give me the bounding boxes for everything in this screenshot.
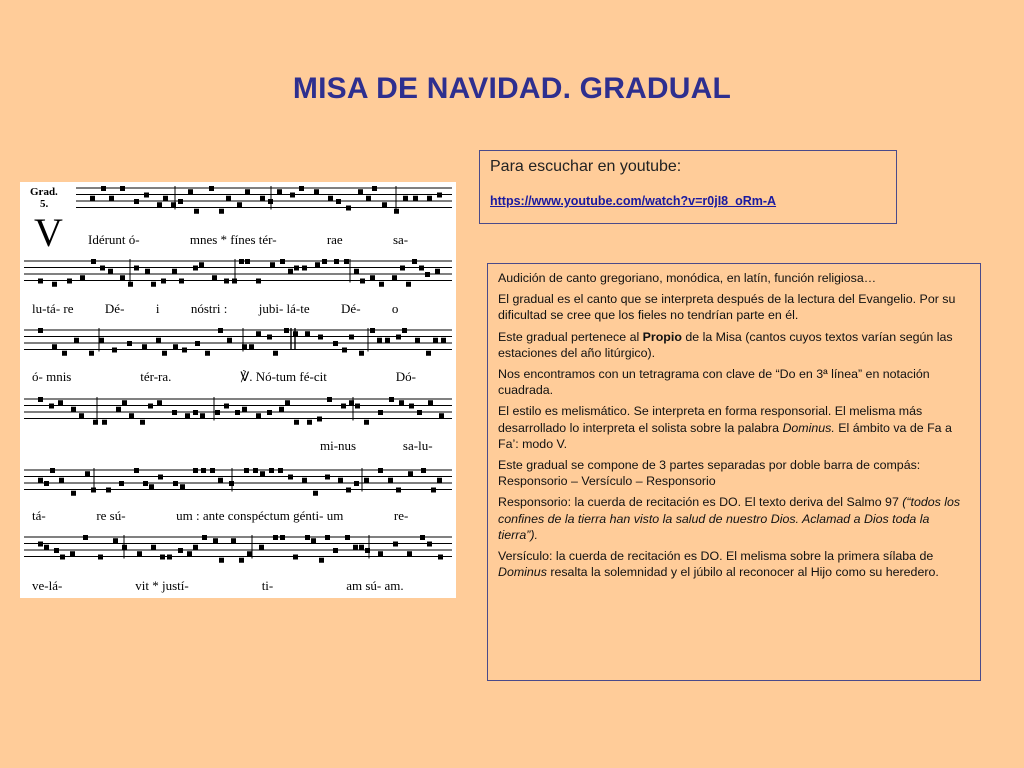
square-note	[294, 266, 299, 271]
square-note	[194, 209, 199, 214]
square-note	[239, 259, 244, 264]
square-note	[90, 196, 95, 201]
square-note	[158, 475, 163, 480]
square-note	[231, 538, 236, 543]
info-paragraph-2: El gradual es el canto que se interpreta después de la lectura del Evangelio. Por su dificultad se cree que los fieles no tendrían parte en él.	[498, 292, 956, 323]
square-note	[145, 269, 150, 274]
square-note	[399, 400, 404, 405]
square-note	[342, 348, 347, 353]
lyric-syllables: jubi- lá-te	[258, 301, 310, 316]
square-note	[151, 282, 156, 287]
square-note	[80, 275, 85, 280]
info-paragraph-5	[498, 403, 970, 452]
square-note	[59, 478, 64, 483]
square-note	[370, 275, 375, 280]
square-note	[140, 420, 145, 425]
square-note	[385, 338, 390, 343]
square-note	[242, 407, 247, 412]
square-note	[218, 328, 223, 333]
lyric-syllables: rae	[326, 232, 343, 247]
info-box	[487, 263, 981, 681]
lyric-syllables: Dó-	[395, 369, 416, 384]
square-note	[389, 397, 394, 402]
lyric-syllables: re sú-	[96, 508, 126, 523]
square-note	[38, 542, 43, 547]
square-note	[172, 269, 177, 274]
square-note	[210, 468, 215, 473]
square-note	[313, 491, 318, 496]
square-note	[98, 555, 103, 560]
square-note	[406, 282, 411, 287]
square-note	[102, 420, 107, 425]
square-note	[239, 558, 244, 563]
square-note	[91, 259, 96, 264]
square-note	[290, 193, 295, 198]
score-svg	[20, 182, 456, 598]
square-note	[334, 259, 339, 264]
square-note	[260, 471, 265, 476]
square-note	[336, 199, 341, 204]
square-note	[209, 186, 214, 191]
square-note	[219, 209, 224, 214]
square-note	[305, 331, 310, 336]
square-note	[71, 491, 76, 496]
square-note	[346, 206, 351, 211]
square-note	[67, 279, 72, 284]
square-note	[218, 478, 223, 483]
square-note	[319, 558, 324, 563]
info-p7-text: Responsorio: la cuerda de recitación es DO. El texto deriva del Salmo 97	[498, 495, 903, 510]
square-note	[120, 186, 125, 191]
lyric-syllables: sa-	[392, 232, 409, 247]
staff-4	[24, 397, 452, 425]
square-note	[427, 542, 432, 547]
info-p8-italic: Dominus	[498, 565, 547, 580]
square-note	[338, 478, 343, 483]
square-note	[99, 338, 104, 343]
square-note	[113, 538, 118, 543]
square-note	[314, 189, 319, 194]
lyric-syllables: o	[391, 301, 399, 316]
square-note	[305, 535, 310, 540]
square-note	[180, 484, 185, 489]
square-note	[182, 348, 187, 353]
square-note	[226, 196, 231, 201]
square-note	[273, 351, 278, 356]
lyric-syllables: ve-lá-	[32, 578, 63, 593]
square-note	[267, 410, 272, 415]
square-note	[163, 196, 168, 201]
square-note	[388, 478, 393, 483]
square-note	[433, 338, 438, 343]
square-note	[358, 189, 363, 194]
square-note	[256, 331, 261, 336]
square-note	[172, 410, 177, 415]
square-note	[426, 351, 431, 356]
square-note	[173, 344, 178, 349]
square-note	[157, 400, 162, 405]
lyric-line-1	[88, 232, 408, 247]
square-note	[100, 266, 105, 271]
square-note	[245, 189, 250, 194]
lyric-syllables: am sú- am.	[346, 578, 404, 593]
square-note	[346, 488, 351, 493]
square-note	[235, 410, 240, 415]
info-p3-bold: Propio	[642, 329, 682, 344]
square-note	[344, 259, 349, 264]
square-note	[215, 410, 220, 415]
square-note	[425, 272, 430, 277]
square-note	[38, 328, 43, 333]
square-note	[349, 335, 354, 340]
lyric-syllables: lu-tá- re	[32, 301, 74, 316]
square-note	[50, 468, 55, 473]
square-note	[322, 259, 327, 264]
square-note	[427, 196, 432, 201]
square-note	[408, 471, 413, 476]
square-note	[407, 551, 412, 556]
square-note	[143, 481, 148, 486]
square-note	[200, 413, 205, 418]
square-note	[193, 545, 198, 550]
square-note	[227, 338, 232, 343]
score-label-number: 5.	[40, 198, 49, 210]
square-note	[307, 420, 312, 425]
square-note	[38, 279, 43, 284]
square-note	[360, 279, 365, 284]
square-note	[134, 199, 139, 204]
square-note	[201, 468, 206, 473]
info-paragraph-8	[498, 548, 970, 580]
square-note	[44, 545, 49, 550]
lyric-syllables: ti-	[261, 578, 274, 593]
square-note	[74, 338, 79, 343]
square-note	[162, 351, 167, 356]
square-note	[213, 538, 218, 543]
square-note	[288, 269, 293, 274]
square-note	[438, 555, 443, 560]
square-note	[245, 259, 250, 264]
square-note	[366, 196, 371, 201]
square-note	[129, 413, 134, 418]
square-note	[273, 535, 278, 540]
square-note	[345, 535, 350, 540]
square-note	[178, 548, 183, 553]
square-note	[285, 400, 290, 405]
square-note	[156, 338, 161, 343]
square-note	[270, 262, 275, 267]
square-note	[392, 275, 397, 280]
square-note	[148, 404, 153, 409]
square-note	[267, 335, 272, 340]
lyric-syllables: re-	[393, 508, 409, 523]
square-note	[205, 351, 210, 356]
square-note	[377, 338, 382, 343]
square-note	[421, 468, 426, 473]
square-note	[62, 351, 67, 356]
square-note	[302, 266, 307, 271]
square-note	[370, 328, 375, 333]
square-note	[119, 481, 124, 486]
info-p8-text-b: resalta la solemnidad y el júbilo al reconocer al Hijo como su heredero.	[546, 565, 939, 580]
square-note	[137, 551, 142, 556]
square-note	[71, 407, 76, 412]
staff-1	[76, 186, 452, 214]
info-paragraph-3	[498, 329, 970, 361]
square-note	[325, 475, 330, 480]
square-note	[396, 335, 401, 340]
square-note	[112, 348, 117, 353]
square-note	[244, 468, 249, 473]
youtube-box	[479, 150, 897, 224]
info-p5-italic: Dominus.	[782, 420, 835, 435]
square-note	[120, 275, 125, 280]
square-note	[149, 484, 154, 489]
square-note	[413, 196, 418, 201]
staff-2	[24, 259, 452, 287]
square-note	[127, 341, 132, 346]
square-note	[188, 189, 193, 194]
square-note	[202, 535, 207, 540]
square-note	[224, 279, 229, 284]
lyric-syllables: Dé-	[104, 301, 125, 316]
score-initial-letter: V	[34, 210, 63, 255]
info-paragraph-1: Audición de canto gregoriano, monódica, en latín, función religiosa…	[498, 271, 877, 285]
square-note	[441, 338, 446, 343]
square-note	[60, 555, 65, 560]
lyric-line-6	[32, 578, 404, 593]
square-note	[260, 196, 265, 201]
square-note	[409, 404, 414, 409]
square-note	[364, 420, 369, 425]
square-note	[38, 478, 43, 483]
square-note	[52, 344, 57, 349]
info-paragraph-6: Este gradual se compone de 3 partes separadas por doble barra de compás: Responsorio – Versículo – Responsorio	[498, 458, 921, 489]
staff-3	[24, 328, 452, 356]
lyric-syllables: mi-nus	[320, 438, 357, 453]
square-note	[212, 275, 217, 280]
square-note	[134, 468, 139, 473]
square-note	[224, 404, 229, 409]
square-note	[311, 538, 316, 543]
square-note	[161, 279, 166, 284]
lyric-line-3	[32, 369, 416, 384]
square-note	[199, 262, 204, 267]
square-note	[277, 189, 282, 194]
square-note	[359, 351, 364, 356]
square-note	[259, 545, 264, 550]
square-note	[58, 400, 63, 405]
info-paragraph-4: Nos encontramos con un tetragrama con clave de “Do en 3ª línea” en notación cuadrada.	[498, 367, 930, 398]
lyric-syllables: um : ante conspéctum génti- um	[176, 508, 344, 523]
square-note	[420, 535, 425, 540]
square-note	[288, 475, 293, 480]
score-label-grad: Grad.	[30, 186, 58, 198]
square-note	[419, 266, 424, 271]
square-note	[247, 551, 252, 556]
info-p5-text-b: El ámbito va de Fa a Fa’: modo V.	[498, 420, 952, 451]
square-note	[284, 328, 289, 333]
square-note	[354, 481, 359, 486]
square-note	[193, 266, 198, 271]
gregorian-score-image	[20, 182, 456, 598]
square-note	[249, 344, 254, 349]
square-note	[280, 535, 285, 540]
square-note	[237, 202, 242, 207]
square-note	[359, 545, 364, 550]
square-note	[293, 555, 298, 560]
youtube-link[interactable]: https://www.youtube.com/watch?v=r0jI8_oRm-A	[490, 194, 777, 208]
lyric-line-4	[320, 438, 433, 453]
square-note	[144, 193, 149, 198]
square-note	[185, 413, 190, 418]
staff-5	[24, 468, 452, 496]
square-note	[333, 341, 338, 346]
lyric-syllables: tá-	[32, 508, 46, 523]
staff-6	[24, 535, 452, 563]
square-note	[83, 535, 88, 540]
lyric-syllables: vit * justí-	[135, 578, 189, 593]
square-note	[437, 478, 442, 483]
square-note	[378, 410, 383, 415]
square-note	[354, 269, 359, 274]
square-note	[353, 545, 358, 550]
info-p3-text-a: Este gradual pertenece al	[498, 329, 643, 344]
info-p8-text-a: Versículo: la cuerda de recitación es DO. El melisma sobre la primera sílaba de	[498, 549, 934, 564]
square-note	[122, 400, 127, 405]
square-note	[428, 400, 433, 405]
square-note	[157, 202, 162, 207]
square-note	[79, 413, 84, 418]
square-note	[431, 488, 436, 493]
square-note	[38, 397, 43, 402]
square-note	[315, 262, 320, 267]
square-note	[435, 269, 440, 274]
square-note	[167, 555, 172, 560]
square-note	[317, 417, 322, 422]
square-note	[400, 266, 405, 271]
square-note	[256, 413, 261, 418]
square-note	[173, 481, 178, 486]
lyric-syllables: tér-ra.	[140, 369, 172, 384]
square-note	[299, 186, 304, 191]
square-note	[378, 468, 383, 473]
square-note	[341, 404, 346, 409]
square-note	[382, 202, 387, 207]
square-note	[403, 196, 408, 201]
square-note	[219, 558, 224, 563]
lyric-syllables: sa-lu-	[402, 438, 433, 453]
square-note	[178, 199, 183, 204]
square-note	[294, 420, 299, 425]
square-note	[187, 551, 192, 556]
lyric-line-5	[32, 508, 408, 523]
lyric-syllables: Dé-	[341, 301, 361, 316]
square-note	[193, 468, 198, 473]
square-note	[379, 282, 384, 287]
square-note	[195, 341, 200, 346]
square-note	[106, 488, 111, 493]
slide-title: MISA DE NAVIDAD. GRADUAL	[292, 72, 732, 105]
info-p5-text-a: El estilo es melismático. Se interpreta en forma responsorial. El melisma más desarrollado lo interpreta el solista sobre la palabra	[498, 404, 923, 435]
square-note	[318, 335, 323, 340]
square-note	[437, 193, 442, 198]
square-note	[364, 478, 369, 483]
square-note	[393, 542, 398, 547]
lyric-syllables: ó- mnis	[32, 369, 72, 384]
info-p7-italic: (“todos los confines de la tierra han visto la salud de nuestro Dios. Aclamad a Dios toda la tierra”).	[498, 495, 961, 542]
square-note	[142, 344, 147, 349]
square-note	[134, 266, 139, 271]
square-note	[193, 410, 198, 415]
square-note	[327, 397, 332, 402]
square-note	[108, 269, 113, 274]
square-note	[256, 279, 261, 284]
square-note	[439, 413, 444, 418]
square-note	[116, 407, 121, 412]
square-note	[355, 404, 360, 409]
lyric-syllables: ℣. Nó-tum fé-cit	[240, 369, 327, 384]
square-note	[85, 471, 90, 476]
square-note	[89, 351, 94, 356]
square-note	[70, 551, 75, 556]
info-p3-text-b: de la Misa (cantos cuyos textos varían según las estaciones del año litúrgico).	[498, 329, 953, 360]
square-note	[109, 196, 114, 201]
square-note	[412, 259, 417, 264]
square-note	[49, 404, 54, 409]
square-note	[253, 468, 258, 473]
info-paragraph-7	[498, 494, 970, 543]
square-note	[333, 548, 338, 553]
square-note	[328, 196, 333, 201]
lyric-syllables: mnes * fínes tér-	[189, 232, 277, 247]
square-note	[396, 488, 401, 493]
square-note	[278, 468, 283, 473]
square-note	[54, 548, 59, 553]
lyric-syllables: nóstri :	[190, 301, 228, 316]
square-note	[279, 407, 284, 412]
youtube-heading: Para escuchar en youtube:	[490, 158, 682, 175]
square-note	[179, 279, 184, 284]
square-note	[151, 545, 156, 550]
square-note	[302, 478, 307, 483]
lyric-line-2	[32, 301, 398, 316]
square-note	[415, 338, 420, 343]
square-note	[101, 186, 106, 191]
square-note	[372, 186, 377, 191]
square-note	[325, 535, 330, 540]
square-note	[280, 259, 285, 264]
square-note	[378, 551, 383, 556]
square-note	[402, 328, 407, 333]
square-note	[44, 481, 49, 486]
lyric-syllables: Idérunt ó-	[88, 232, 140, 247]
square-note	[269, 468, 274, 473]
lyric-syllables: i	[155, 301, 160, 316]
square-note	[52, 282, 57, 287]
square-note	[160, 555, 165, 560]
square-note	[417, 410, 422, 415]
